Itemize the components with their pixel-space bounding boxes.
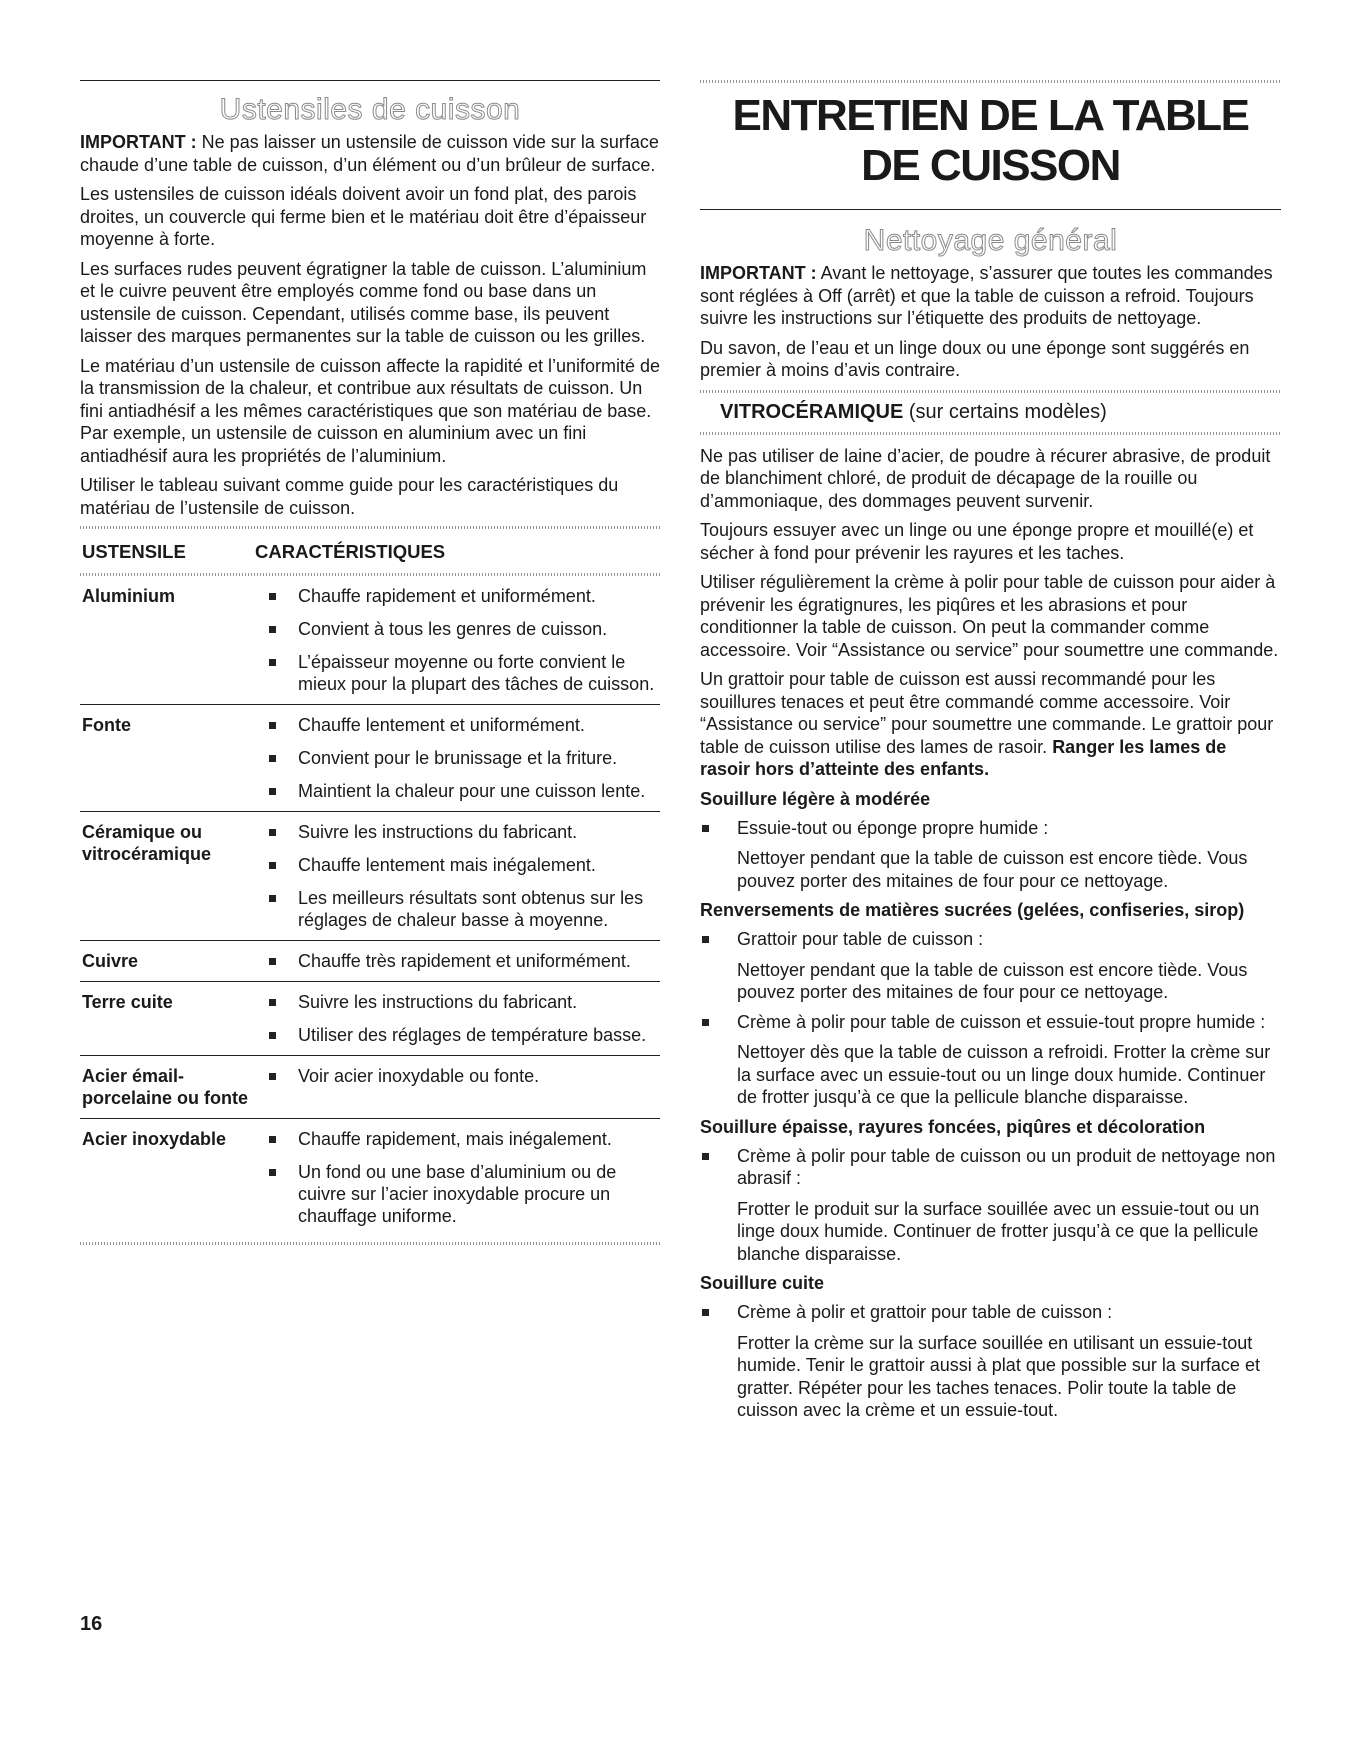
table-row xyxy=(80,1119,660,1236)
utensil-name: Aluminium xyxy=(82,586,175,606)
characteristic-text: Chauffe rapidement et uniformément. xyxy=(298,586,596,606)
list-item xyxy=(255,585,660,607)
list-item xyxy=(255,714,660,736)
page-title: ENTRETIEN DE LA TABLE DE CUISSON xyxy=(732,91,1249,190)
bullet-icon xyxy=(702,825,709,832)
bullet-icon xyxy=(269,788,276,795)
bullet-icon xyxy=(269,999,276,1006)
characteristic-text: Convient pour le brunissage et la friture. xyxy=(298,748,618,768)
characteristics-cell xyxy=(255,1065,660,1109)
bullet-icon xyxy=(269,1169,276,1176)
paragraph: Du savon, de l’eau et un linge doux ou une éponge sont suggérés en premier à moins d’avis contraire. xyxy=(700,337,1250,380)
list-item xyxy=(255,991,660,1013)
utensil-name: Fonte xyxy=(82,715,131,735)
table-header xyxy=(80,529,660,573)
section-heading-cookware: Ustensiles de cuisson xyxy=(219,93,521,126)
utensil-name: Céramique ou vitrocéramique xyxy=(82,822,212,864)
utensil-name: Cuivre xyxy=(82,951,139,971)
paragraph: Toujours essuyer avec un linge ou une éponge propre et mouillé(e) et sécher à fond pour prévenir les rayures et les taches. xyxy=(700,520,1254,563)
paragraph: Utiliser régulièrement la crème à polir pour table de cuisson pour aider à prévenir les égratignures, les piqûres et les abrasions et pour conditionner la table de cuisson. On peut la commander comme accessoire. Voir “Assistance ou service” pour soumettre une commande. xyxy=(700,572,1279,660)
characteristics-cell xyxy=(255,585,660,695)
important-note: IMPORTANT : Ne pas laisser un ustensile de cuisson vide sur la surface chaude d’une table de cuisson, d’un élément ou d’un brûleur de surface. xyxy=(80,132,659,175)
characteristic-text: Chauffe lentement mais inégalement. xyxy=(298,855,596,875)
paragraph: Nettoyer pendant que la table de cuisson est encore tiède. Vous pouvez porter des mitaines de four pour ce nettoyage. xyxy=(737,848,1248,891)
characteristic-text: Suivre les instructions du fabricant. xyxy=(298,992,578,1012)
bullet-icon xyxy=(269,829,276,836)
important-note: IMPORTANT : Avant le nettoyage, s’assurer que toutes les commandes sont réglées à Off (arrêt) et que la table de cuisson a refroid. Toujours suivre les instructions sur l’étiquette des produits de nettoyage. xyxy=(700,263,1273,328)
list-item xyxy=(255,1024,660,1046)
paragraph: Nettoyer pendant que la table de cuisson est encore tiède. Vous pouvez porter des mitaines de four pour ce nettoyage. xyxy=(737,959,1248,1002)
bullet-icon xyxy=(269,862,276,869)
section-heading-cleaning: Nettoyage général xyxy=(863,224,1118,257)
table-row xyxy=(80,576,660,705)
paragraph: Les surfaces rudes peuvent égratigner la table de cuisson. L’aluminium et le cuivre peuvent être employés comme fond ou base dans un ustensile de cuisson. Cependant, utilisés comme base, ils peuvent laisser des marques permanentes sur la table de cuisson ou les grilles. xyxy=(80,258,647,346)
list-item xyxy=(255,1161,660,1227)
utensil-name: Acier inoxydable xyxy=(82,1129,227,1149)
list-item xyxy=(255,618,660,640)
column-header-utensil: USTENSILE xyxy=(82,541,186,562)
subheading-sugary-spills: Renversements de matières sucrées (gelées, confiseries, sirop) xyxy=(700,900,1245,920)
paragraph: Un grattoir pour table de cuisson est aussi recommandé pour les souillures tenaces et peut être commandé comme accessoire. Voir “Assistance ou service” pour soumettre une commande. Le grattoir pour table de cuisson utilise des lames de rasoir. Ranger les lames de rasoir hors d’atteinte des enfants. xyxy=(700,669,1274,779)
list-item xyxy=(255,747,660,769)
table-row xyxy=(80,982,660,1056)
page-number: 16 xyxy=(80,1613,103,1635)
characteristic-text: Les meilleurs résultats sont obtenus sur les réglages de chaleur basse à moyenne. xyxy=(298,888,644,930)
paragraph: Utiliser le tableau suivant comme guide pour les caractéristiques du matériau de l’ustensile de cuisson. xyxy=(80,475,619,518)
list-item: Essuie-tout ou éponge propre humide : xyxy=(700,817,1281,840)
bullet-icon xyxy=(269,895,276,902)
utensil-name: Acier émail-porcelaine ou fonte xyxy=(82,1066,249,1108)
characteristic-text: Chauffe lentement et uniformément. xyxy=(298,715,585,735)
bullet-icon xyxy=(702,1153,709,1160)
list-item: Crème à polir pour table de cuisson et essuie-tout propre humide : xyxy=(700,1011,1281,1034)
bullet-icon xyxy=(269,626,276,633)
characteristics-cell xyxy=(255,821,660,931)
bullet-icon xyxy=(269,722,276,729)
subheading-heavy-soil: Souillure épaisse, rayures foncées, piqûres et décoloration xyxy=(700,1116,1206,1137)
characteristic-text: Maintient la chaleur pour une cuisson lente. xyxy=(298,781,646,801)
bullet-icon xyxy=(269,755,276,762)
table-header-rule xyxy=(80,573,660,576)
bullet-icon xyxy=(269,593,276,600)
list-item xyxy=(255,651,660,695)
characteristic-text: Un fond ou une base d’aluminium ou de cuivre sur l’acier inoxydable procure un chauffage uniforme. xyxy=(298,1162,617,1226)
table-row xyxy=(80,941,660,982)
characteristics-cell xyxy=(255,950,660,972)
characteristic-text: Suivre les instructions du fabricant. xyxy=(298,822,578,842)
list-item: Crème à polir pour table de cuisson ou un produit de nettoyage non abrasif : xyxy=(700,1145,1281,1190)
paragraph: Frotter le produit sur la surface souillée avec un essuie-tout ou un linge doux humide. Continuer de frotter jusqu’à ce que la pellicule blanche disparaisse. xyxy=(737,1198,1260,1264)
subheading-burned-soil: Souillure cuite xyxy=(700,1273,825,1293)
list-item xyxy=(255,854,660,876)
paragraph: Frotter la crème sur la surface souillée en utilisant un essuie-tout humide. Tenir le grattoir aussi à plat que possible sur la surface et gratter. Répéter pour les taches tenaces. Polir toute la table de cuisson avec la crème et un essuie-tout. xyxy=(737,1332,1260,1420)
characteristic-text: Voir acier inoxydable ou fonte. xyxy=(298,1066,540,1086)
paragraph: Nettoyer dès que la table de cuisson a refroidi. Frotter la crème sur la surface avec un essuie-tout ou un linge doux humide. Continuer de frotter jusqu’à ce que la pellicule blanche disparaisse. xyxy=(737,1042,1271,1107)
table-row xyxy=(80,812,660,941)
table-row xyxy=(80,1056,660,1119)
column-header-characteristics: CARACTÉRISTIQUES xyxy=(255,541,446,562)
characteristic-text: Chauffe très rapidement et uniformément. xyxy=(298,951,631,971)
subsection-bottom-rule xyxy=(700,432,1281,435)
list-item xyxy=(255,1128,660,1150)
left-column xyxy=(80,80,660,1245)
bullet-icon xyxy=(269,1032,276,1039)
characteristic-text: L’épaisseur moyenne ou forte convient le mieux pour la plupart des tâches de cuisson. xyxy=(298,652,655,694)
characteristics-cell xyxy=(255,991,660,1046)
bullet-icon xyxy=(269,958,276,965)
bullet-icon xyxy=(269,659,276,666)
characteristic-text: Convient à tous les genres de cuisson. xyxy=(298,619,608,639)
characteristics-cell xyxy=(255,714,660,802)
list-item: Crème à polir et grattoir pour table de cuisson : xyxy=(700,1301,1281,1324)
subsection-top-rule xyxy=(700,390,1281,393)
list-item xyxy=(255,780,660,802)
characteristic-text: Chauffe rapidement, mais inégalement. xyxy=(298,1129,612,1149)
list-item xyxy=(255,887,660,931)
paragraph: Le matériau d’un ustensile de cuisson affecte la rapidité et l’uniformité de la transmission de la chaleur, et contribue aux résultats de cuisson. Un fini antiadhésif a les mêmes caractéristiques que son matériau de base. Par exemple, un ustensile de cuisson en aluminium avec un fini antiadhésif aura les propriétés de l’aluminium. xyxy=(80,355,661,466)
table-body xyxy=(80,576,660,1236)
title-rule xyxy=(700,209,1281,210)
bullet-icon xyxy=(702,1019,709,1026)
utensil-name: Terre cuite xyxy=(82,992,173,1012)
table-row xyxy=(80,705,660,812)
bullet-icon xyxy=(702,936,709,943)
top-rule xyxy=(80,80,660,81)
subheading-light-soil: Souillure légère à modérée xyxy=(700,788,931,809)
bullet-icon xyxy=(269,1136,276,1143)
list-item xyxy=(255,950,660,972)
characteristic-text: Utiliser des réglages de température basse. xyxy=(298,1025,647,1045)
paragraph: Les ustensiles de cuisson idéals doivent avoir un fond plat, des parois droites, un couvercle qui ferme bien et le matériau doit être d’épaisseur moyenne à forte. xyxy=(80,184,647,249)
list-item xyxy=(255,821,660,843)
list-item: Grattoir pour table de cuisson : xyxy=(700,928,1281,951)
bullet-icon xyxy=(269,1073,276,1080)
bullet-icon xyxy=(702,1309,709,1316)
right-column xyxy=(700,80,1281,1429)
subsection-heading-vitroceramic: VITROCÉRAMIQUE (sur certains modèles) xyxy=(720,400,1107,423)
list-item xyxy=(255,1065,660,1087)
characteristics-cell xyxy=(255,1128,660,1227)
table-top-rule xyxy=(80,526,660,529)
table-bottom-rule xyxy=(80,1242,660,1245)
paragraph: Ne pas utiliser de laine d’acier, de poudre à récurer abrasive, de produit de blanchiment chloré, de produit de décapage de la rouille ou d’ammoniaque, des dommages peuvent survenir. xyxy=(700,445,1271,511)
top-rule xyxy=(700,80,1281,83)
